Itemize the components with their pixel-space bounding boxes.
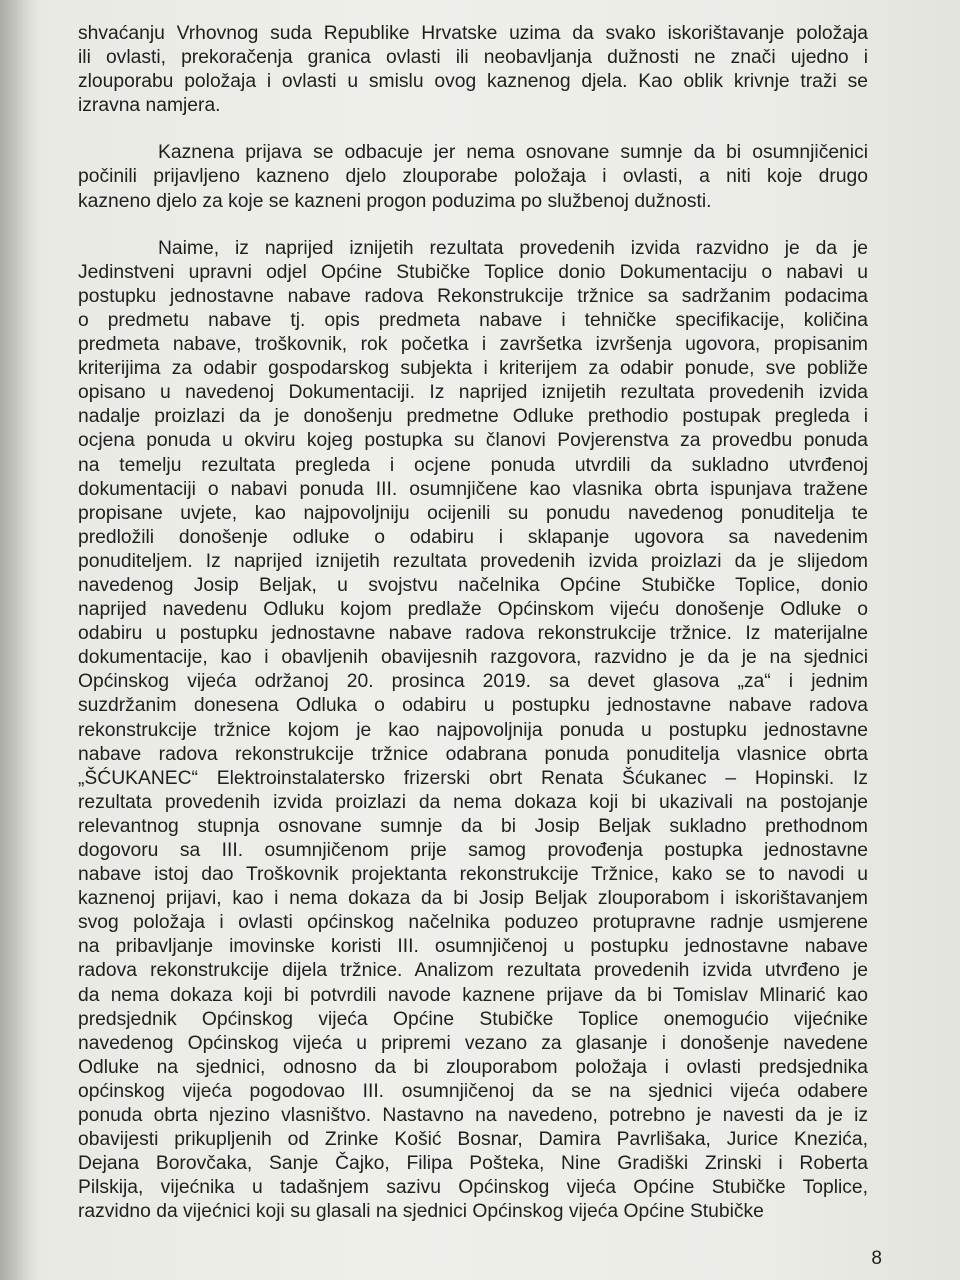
text-line: relevantnog stupnja osnovane sumnje da bi Josip Beljak sukladno prethodnom [78,815,868,837]
text-line: da nema dokaza koji bi potvrdili navode kaznene prijave da bi Tomislav Mlinarić kao [78,984,868,1006]
text-line: dogovoru sa III. osumnjičenom prije samog provođenja postupka jednostavne [78,840,868,861]
text-line: predmeta nabave, troškovnik, rok početka i završetka izvršenja ugovora, propisanim [78,334,868,356]
text-line: kazneno djelo za koje se kazneni progon poduzima po službenoj dužnosti. [78,190,712,212]
paragraph [78,141,868,213]
text-line: „ŠĆUKANEC“ Elektroinstalatersko frizerski obrt Renata Šćukanec – Hopinski. Iz [78,767,868,789]
text-line: nadalje proizlazi da je donošenju predmetne Odluke prethodio postupak pregleda i [78,406,868,428]
text-line: nabave istoj dao Troškovnik projektanta rekonstrukcije Tržnice, kako se to navodi u [78,864,868,886]
text-line: kaznenoj prijavi, kao i nema dokaza da bi Josip Beljak zlouporabom i iskorištavanjem [78,888,868,910]
text-line: Odluke na sjednici, odnosno da bi zlouporabom položaja i ovlasti predsjednika [78,1056,868,1078]
text-line: kriterijima za odabir gospodarskog subjekta i kriterijem za odabir ponude, sve pobliže [78,358,868,380]
text-line: shvaćanju Vrhovnog suda Republike Hrvatske uzima da svako iskorištavanje položaja [78,23,868,44]
text-line: izravna namjera. [78,95,221,117]
text-line: rezultata provedenih izvida proizlazi da nema dokaza koji bi ukazivali na postojanje [78,791,868,813]
text-line: navedenog Josip Beljak, u svojstvu načelnika Općine Stubičke Toplice, donio [78,574,868,596]
text-line: rekonstrukcije tržnice kojom je kao najpovoljnija ponuda u postupku jednostavne [78,719,868,741]
text-line: ili ovlasti, prekoračenja granica ovlasti ili neobavljanja dužnosti ne znači ujedno i [78,47,868,69]
page-number: 8 [871,1248,882,1269]
text-line: Naime, iz naprijed iznijetih rezultata provedenih izvida razvidno je da je [158,237,868,259]
text-line: naprijed navedenu Odluku kojom predlaže Općinskom vijeću donošenje Odluke o [78,599,868,621]
text-line: postupku jednostavne nabave radova Rekonstrukcije tržnice sa sadržanim podacima [78,285,868,307]
text-line: ponuda obrta njezino vlasništvo. Nastavno na navedeno, potrebno je navesti da je iz [78,1105,868,1127]
text-line: predložili donošenje odluke o odabiru i sklapanje ugovora sa navedenim [78,526,868,548]
text-line: odabiru u postupku jednostavne nabave radova rekonstrukcije tržnice. Iz materijalne [78,623,868,645]
text-line: ocjena ponuda u okviru kojeg postupka su članovi Povjerenstva za provedbu ponuda [78,430,868,452]
text-line: na pribavljanje imovinske koristi III. osumnjičenoj u postupku jednostavne nabave [78,936,868,958]
text-line: navedenog Općinskog vijeća u pripremi vezano za glasanje i donošenje navedene [78,1032,868,1054]
text-line: suzdržanim donesena Odluka o odabiru u postupku jednostavne nabave radova [78,695,868,717]
text-line: Pilskija, vijećnika u tadašnjem sazivu Općinskog vijeća Općine Stubičke Toplice, [78,1177,868,1199]
paragraph [78,237,868,1225]
text-line: razvidno da vijećnici koji su glasali na sjednici Općinskog vijeća Općine Stubičke [78,1201,764,1223]
text-line: o predmetu nabave tj. opis predmeta nabave i tehničke specifikacije, količina [78,309,868,331]
paragraph [78,22,868,118]
text-line: propisane uvjete, kao najpovoljniju ocijenili su ponudu navedenog ponuditelja te [78,502,868,524]
text-line: na temelju rezultata pregleda i ocjene ponuda utvrdili da sukladno utvrđenoj [78,454,868,476]
text-line: obavijesti prikupljenih od Zrinke Košić Bosnar, Damira Pavrlišaka, Jurice Knezića, [78,1129,868,1151]
text-line: dokumentaciji o nabavi ponuda III. osumnjičene kao vlasnika obrta ispunjava tražene [78,478,868,500]
text-line: Jedinstveni upravni odjel Općine Stubičke Toplice donio Dokumentaciju o nabavi u [78,261,868,283]
text-line: opisano u navedenoj Dokumentaciji. Iz naprijed iznijetih rezultata provedenih izvida [78,382,868,404]
text-line: radova rekonstrukcije dijela tržnice. Analizom rezultata provedenih izvida utvrđeno je [78,960,868,982]
text-line: dokumentacije, kao i obavljenih obavijesnih razgovora, razvidno je da je na sjednici [78,647,868,669]
paragraph-gap [78,118,868,141]
document-body [78,22,868,1225]
text-line: nabave radova rekonstrukcije tržnice odabrana ponuda ponuditelja vlasnice obrta [78,743,868,765]
text-line: Dejana Borovčaka, Sanje Čajko, Filipa Pošteka, Nine Gradiški Zrinski i Roberta [78,1153,868,1175]
text-line: zlouporabu položaja i ovlasti u smislu ovog kaznenog djela. Kao oblik krivnje traži se [78,71,868,93]
text-line: Općinskog vijeća održanoj 20. prosinca 2019. sa devet glasova „za“ i jednim [78,671,868,693]
text-line: predsjednik Općinskog vijeća Općine Stubičke Toplice onemogućio vijećnike [78,1008,868,1030]
text-line: ponuditeljem. Iz naprijed iznijetih rezultata provedenih izvida proizlazi da je slijedom [78,550,868,572]
text-line: Kaznena prijava se odbacuje jer nema osnovane sumnje da bi osumnjičenici [158,142,868,164]
text-line: općinskog vijeća pogodovao III. osumnjičenoj da se na sjednici vijeća odabere [78,1080,868,1102]
text-line: svog položaja i ovlasti općinskog načelnika poduzeo protupravne radnje usmjerene [78,912,868,934]
text-line: počinili prijavljeno kazneno djelo zlouporabe položaja i ovlasti, a niti koje drugo [78,166,868,188]
paragraph-gap [78,214,868,237]
